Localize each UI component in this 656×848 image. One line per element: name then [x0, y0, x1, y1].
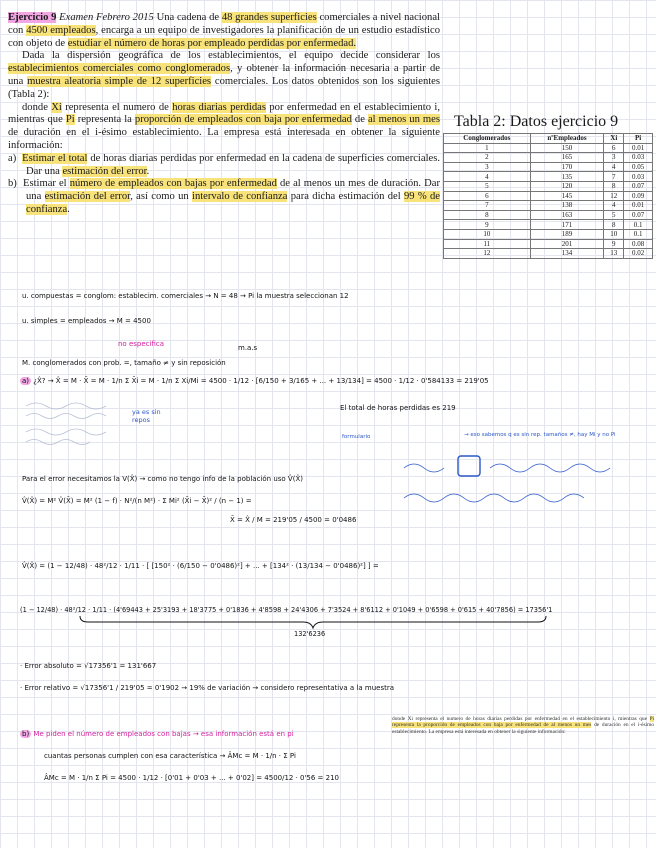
table-cell: 0.09: [624, 191, 653, 201]
problem-paragraph-2: [8, 50, 440, 101]
table-row: [444, 229, 653, 239]
note-mas: m.a.s: [238, 344, 258, 352]
text: donde: [22, 101, 52, 113]
highlight: Pi representa la proporción de empleados con baja por enfermedad de al menos un mes: [392, 716, 654, 729]
table-cell: 4: [604, 201, 624, 211]
table-cell: 7: [444, 201, 531, 211]
table-cell: 3: [604, 153, 624, 163]
text: , encarga a un equipo de investigadores la planificación de un estudio estadístico con objeto de: [8, 24, 441, 49]
table-cell: 145: [530, 191, 604, 201]
blue-formula-scribble: [400, 448, 654, 518]
highlight: 99 % de confianza: [26, 191, 441, 215]
text: .: [67, 203, 70, 215]
highlight: estimación del error: [44, 191, 131, 203]
note-amc: ÂMc = M · 1/n Σ Pi = 4500 · 1/12 · [0'01 + 0'03 + ... + 0'02] = 4500/12 · 0'56 = 210: [44, 774, 340, 782]
table-cell: 8: [604, 181, 624, 191]
pink-label: b): [22, 730, 30, 738]
note-error-relativo: · Error relativo = √17356'1 / 219'05 = 0'1902 → 19% de variación → considero representativa a la muestra: [20, 684, 395, 692]
highlight: muestra aleatoria simple de 12 superficies: [27, 75, 212, 87]
underbrace: [78, 614, 548, 630]
note-conglomerados: M. conglomerados con prob. =, tamaño ≠ y sin reposición: [22, 359, 226, 367]
table-cell: 10: [604, 229, 624, 239]
exercise-label: Ejercicio 9: [8, 12, 57, 23]
text: , y obtener la información necesaria a partir de una: [8, 63, 440, 87]
table-title: Tabla 2: Datos ejercicio 9: [454, 113, 619, 130]
col-header: Xi: [604, 134, 624, 144]
pink-label: a): [22, 377, 30, 385]
note-xbar: X̄ = X̂ / M = 219'05 / 4500 = 0'0486: [230, 516, 357, 524]
highlight: Pi: [65, 114, 75, 126]
table-cell: 5: [444, 181, 531, 191]
text: Dada la dispersión geográfica de los establecimientos, el equipo decide considerar los: [22, 50, 440, 62]
text: comerciales a nivel nacional con: [8, 12, 440, 36]
text: de duración en el i-ésimo establecimiento. La empresa está interesada en obtener la siguiente información:: [8, 127, 440, 151]
highlight: intervalo de confianza: [192, 191, 288, 203]
table-cell: 171: [530, 220, 604, 230]
note-variance-formula: V̂(X̂) = M² V̂(X̄) = M² (1 − f) · N²/(n M²) · Σ Mi² (X̄i − X̄)² / (n − 1) =: [22, 497, 252, 505]
table-cell: 5: [604, 210, 624, 220]
table-cell: 10: [444, 229, 531, 239]
table-row: [444, 191, 653, 201]
table-cell: 12: [444, 249, 531, 259]
note-no-especifica: no especifica: [118, 340, 164, 348]
table-cell: 3: [444, 162, 531, 172]
table-cell: 0.1: [624, 229, 653, 239]
question-a: [8, 153, 440, 179]
label: b): [8, 178, 17, 190]
highlight: proporción de empleados con baja por enfermedad: [134, 114, 352, 126]
note-sin-rep: → eso sabemos q es sin rep. tamaños ≠, hay Mi y no Pi: [464, 432, 616, 438]
highlight: establecimientos comerciales como conglomerados: [8, 63, 231, 75]
table-cell: 1: [444, 143, 531, 153]
table-cell: 0.01: [624, 201, 653, 211]
table-cell: 0.03: [624, 153, 653, 163]
table-cell: 0.07: [624, 181, 653, 191]
col-header: Pi: [624, 134, 653, 144]
text: , así como un: [130, 191, 192, 203]
table-cell: 13: [604, 249, 624, 259]
table-cell: 135: [530, 172, 604, 182]
table-row: [444, 162, 653, 172]
table-cell: 0.01: [624, 143, 653, 153]
table-cell: 138: [530, 201, 604, 211]
table-cell: 165: [530, 153, 604, 163]
problem-statement: [8, 12, 440, 217]
table-cell: 189: [530, 229, 604, 239]
table-cell: 120: [530, 181, 604, 191]
highlight: horas diarias perdidas: [172, 101, 266, 113]
note-simples: u. simples = empleados → M = 4500: [22, 317, 151, 325]
table-row: [444, 181, 653, 191]
col-header: Conglomerados: [444, 134, 531, 144]
note-sin-repos: ya es sin repos: [132, 408, 161, 424]
b-statement: Me piden el número de empleados con bajas → esa información está en pi: [33, 730, 294, 738]
text: Estimar el: [22, 178, 70, 190]
table-cell: 0.02: [624, 249, 653, 259]
table-row: [444, 210, 653, 220]
table-cell: 0.08: [624, 239, 653, 249]
highlight: estudiar el número de horas por empleado perdidas por enfermedad.: [67, 37, 357, 49]
note-formulario: formulario: [342, 434, 371, 440]
note-error-intro: Para el error necesitamos la V(X̂) → como no tengo info de la población uso V̂(X̂): [22, 475, 303, 483]
highlight: estimación del error: [62, 165, 147, 177]
table-row: [444, 249, 653, 259]
note-variance-sum: (1 − 12/48) · 48²/12 · 1/11 · (4'69443 + 25'3193 + 18'3775 + 0'1836 + 4'8598 + 24'4306 + 7'3524 + 8'6112 + 0'1049 + 0'6598 + 0'615 + 40'7856) = 17356'1: [20, 606, 553, 614]
highlight: 48 grandes superficies: [221, 12, 317, 23]
note-a-estimator: [20, 377, 489, 385]
table-cell: 4: [444, 172, 531, 182]
text: de duración en el i-ésimo establecimiento. La empresa está interesada en obtener la siguiente información:: [392, 722, 654, 735]
text: por enfermedad en el establecimiento i, mientras que: [8, 101, 440, 126]
table-cell: 150: [530, 143, 604, 153]
note-error-absoluto: · Error absoluto = √17356'1 = 131'667: [20, 662, 157, 670]
table-cell: 8: [444, 210, 531, 220]
text: representa la: [74, 114, 135, 126]
note-compuestas: u. compuestas = conglom: establecim. comerciales → N = 48 → Pi la muestra seleccionan 12: [22, 292, 349, 300]
table-cell: 0.03: [624, 172, 653, 182]
note-cuantas: cuantas personas cumplen con esa característica → ÂMc = M · 1/n · Σ Pi: [44, 752, 296, 760]
text: comerciales. Los datos obtenidos son los siguientes (Tabla 2):: [8, 75, 441, 100]
problem-paragraph-3: [8, 102, 440, 153]
table-cell: 4: [604, 162, 624, 172]
table-cell: 2: [444, 153, 531, 163]
data-table: [443, 133, 653, 259]
table-cell: 8: [604, 220, 624, 230]
note-variance-expansion: V̂(X̂) = (1 − 12/48) · 48²/12 · 1/11 · [ [150² · (6/150 − 0'0486)²] + ... + [134² · (13/134 − 0'0486)²] ] =: [22, 562, 379, 570]
highlight: 4500 empleados: [26, 24, 96, 36]
text: de al menos un mes de duración. Dar una: [26, 178, 441, 203]
text: de horas diarias perdidas por enfermedad en la cadena de superficies comerciales. Dar una: [26, 152, 440, 177]
table-row: [444, 220, 653, 230]
table-cell: 6: [444, 191, 531, 201]
table-cell: 7: [604, 172, 624, 182]
table-cell: 9: [604, 239, 624, 249]
table-row: [444, 201, 653, 211]
table-cell: 12: [604, 191, 624, 201]
question-b: [8, 178, 440, 216]
text: .: [146, 165, 150, 177]
highlight: Estimar el total: [22, 152, 88, 164]
text: Una cadena de: [153, 12, 222, 23]
note-b-intro: [20, 730, 294, 738]
exam-ref: Examen Febrero 2015: [59, 12, 154, 23]
table-cell: 134: [530, 249, 604, 259]
highlight: Xi: [51, 101, 62, 113]
table-cell: 0.07: [624, 210, 653, 220]
table-cell: 0.05: [624, 162, 653, 172]
highlight: al menos un mes: [367, 114, 440, 126]
text: donde Xi representa el numero de horas diarias perdidas por enfermedad en el establecimiento i, mientras que: [392, 716, 650, 722]
faint-formula-scribble: [24, 398, 128, 448]
table-cell: 9: [444, 220, 531, 230]
table-row: [444, 153, 653, 163]
estimator-line: ¿X̂? → X̂ = M · X̄ = M · 1/n Σ X̄i = M · 1/n Σ Xi/Mi = 4500 · 1/12 · [6/150 + 3/165 + ... + 13/134] = 4500 · 1/12 · 0'584133 = 219'05: [33, 377, 489, 385]
table-body: [444, 143, 653, 258]
text: para dicha estimación del: [287, 191, 404, 203]
table-cell: 0.1: [624, 220, 653, 230]
table-header-row: [444, 134, 653, 144]
text: representa el numero de: [61, 101, 173, 113]
highlight: número de empleados con bajas por enfermedad: [69, 178, 277, 190]
note-sum-value: 132'6236: [294, 630, 326, 638]
problem-paragraph-1: [8, 12, 440, 50]
table-row: [444, 172, 653, 182]
col-header: nºEmpleados: [530, 134, 604, 144]
table-cell: 11: [444, 239, 531, 249]
table-cell: 6: [604, 143, 624, 153]
text: de: [351, 114, 368, 126]
label: a): [8, 152, 17, 164]
table-cell: 163: [530, 210, 604, 220]
table-row: [444, 239, 653, 249]
table-cell: 170: [530, 162, 604, 172]
note-total: El total de horas perdidas es 219: [340, 404, 456, 412]
table-row: [444, 143, 653, 153]
pasted-excerpt: [392, 716, 654, 735]
table-cell: 201: [530, 239, 604, 249]
